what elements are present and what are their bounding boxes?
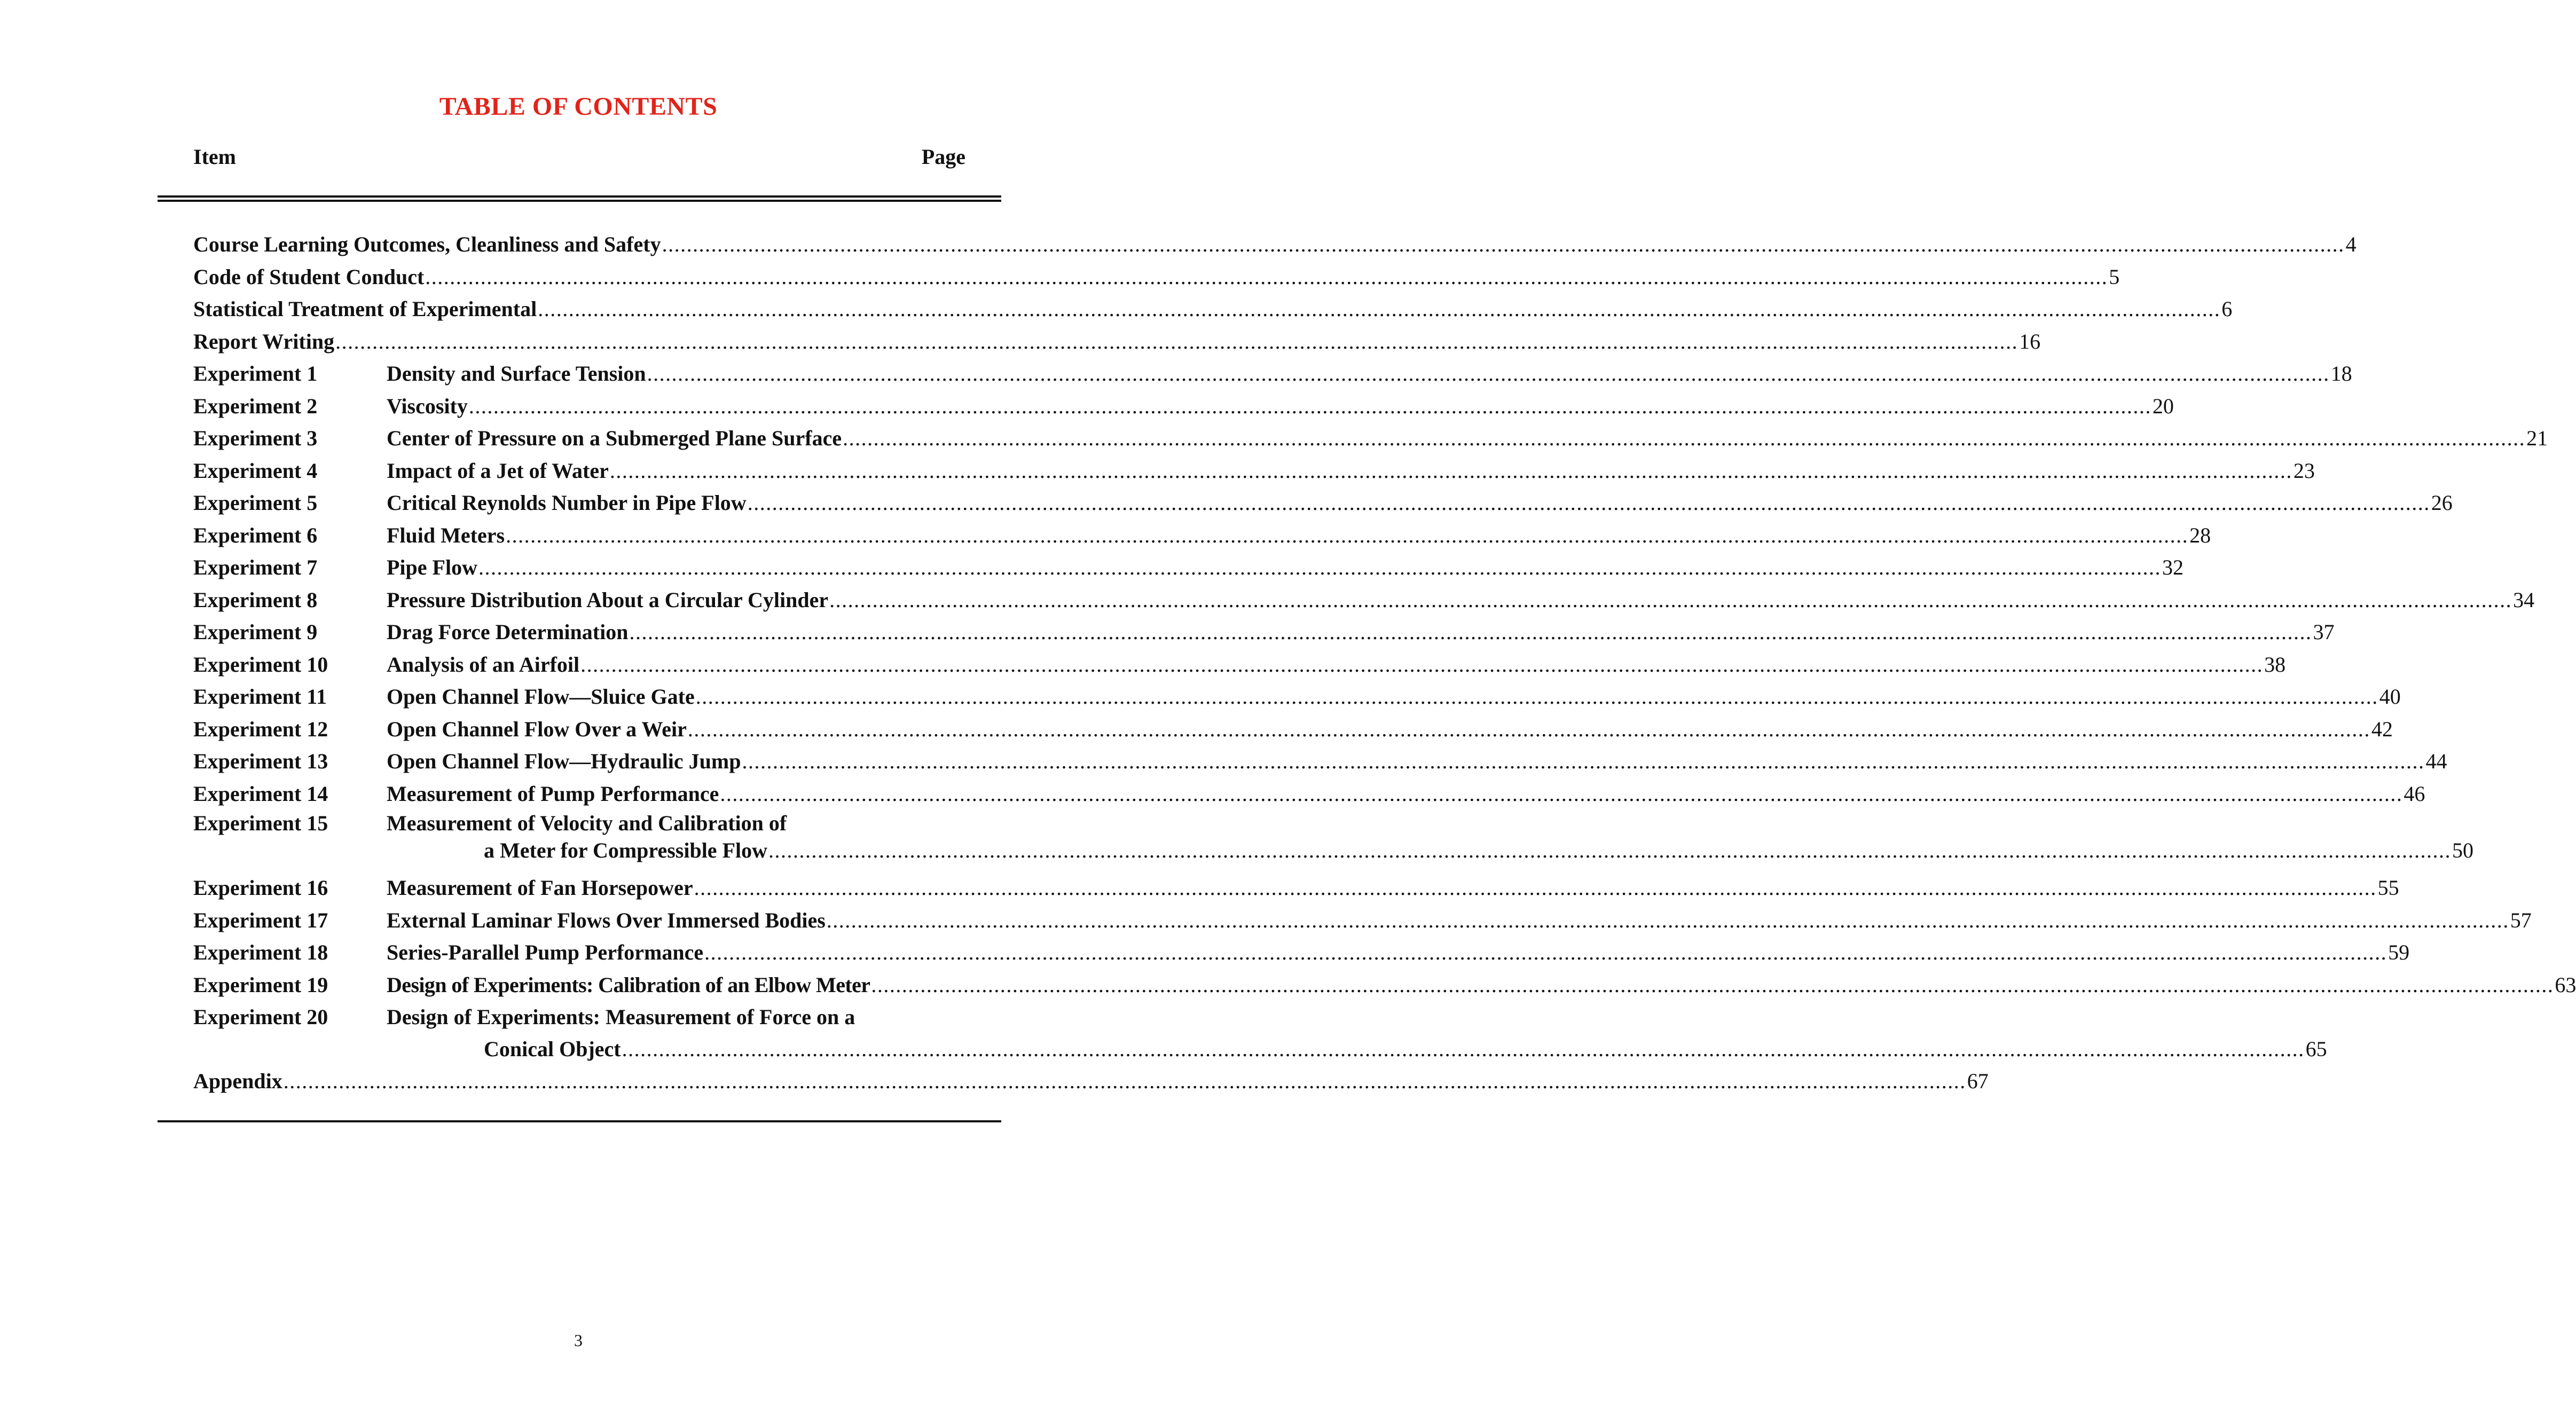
toc-experiment-entry[interactable] — [193, 969, 2576, 1002]
toc-experiment-entry[interactable] — [193, 778, 2425, 811]
experiment-label: Experiment 2 — [193, 394, 318, 418]
experiment-title: Measurement of Pump Performance — [387, 781, 719, 806]
dot-leader — [704, 937, 2387, 969]
toc-entry[interactable] — [193, 293, 2233, 326]
experiment-page: 26 — [2431, 491, 2453, 515]
experiment-label: Experiment 1 — [193, 361, 318, 386]
experiment-title: Open Channel Flow—Hydraulic Jump — [387, 749, 741, 773]
footer-rule — [158, 1120, 1001, 1122]
dot-leader — [829, 584, 2512, 616]
experiment-label: Experiment 20 — [193, 1005, 328, 1029]
header-double-rule — [158, 195, 1001, 202]
dot-leader — [871, 969, 2554, 1001]
experiment-page: 34 — [2513, 587, 2535, 612]
experiment-title: Fluid Meters — [387, 523, 505, 547]
experiment-title: Drag Force Determination — [387, 620, 629, 644]
experiment-page: 20 — [2152, 394, 2174, 418]
toc-experiment-entry[interactable] — [193, 810, 2473, 872]
experiment-page: 40 — [2379, 685, 2401, 709]
toc-experiment-entry[interactable] — [193, 681, 2401, 713]
toc-experiment-entry[interactable] — [193, 713, 2393, 746]
toc-experiment-entry[interactable] — [193, 649, 2286, 681]
experiment-title-line2-row — [387, 835, 2473, 867]
experiment-title: Impact of a Jet of Water — [387, 458, 609, 483]
page-title: TABLE OF CONTENTS — [439, 92, 718, 121]
experiment-title: Open Channel Flow—Sluice Gate — [387, 685, 695, 709]
dot-leader — [622, 1033, 2305, 1065]
dot-leader — [720, 778, 2402, 810]
toc-experiment-entry[interactable] — [193, 390, 2174, 423]
dot-leader — [506, 520, 2188, 552]
experiment-title: Analysis of an Airfoil — [387, 652, 580, 677]
experiment-title-block — [387, 810, 2473, 867]
toc-experiment-entry[interactable] — [193, 745, 2447, 778]
experiment-title: Density and Surface Tension — [387, 361, 646, 386]
toc-experiment-entry[interactable] — [193, 552, 2184, 584]
dot-leader — [827, 905, 2509, 937]
experiment-label: Experiment 12 — [193, 717, 328, 741]
experiment-page: 57 — [2510, 908, 2532, 932]
experiment-label: Experiment 5 — [193, 491, 318, 515]
toc-experiment-entry[interactable] — [193, 487, 2453, 520]
toc-entry-title: Course Learning Outcomes, Cleanliness and Safety — [193, 232, 661, 256]
experiment-label: Experiment 15 — [193, 811, 328, 835]
toc-experiment-entry[interactable] — [193, 455, 2315, 488]
experiment-page: 65 — [2305, 1037, 2327, 1061]
experiment-page: 46 — [2404, 781, 2425, 806]
experiment-title: Viscosity — [387, 394, 468, 418]
experiment-title-line2: a Meter for Compressible Flow — [484, 838, 767, 862]
experiment-title-line2-row — [387, 1033, 2327, 1065]
experiment-label: Experiment 9 — [193, 620, 318, 644]
dot-leader — [694, 872, 2377, 904]
dot-leader — [843, 422, 2525, 454]
experiment-label: Experiment 3 — [193, 426, 318, 450]
toc-experiment-entry[interactable] — [193, 422, 2548, 455]
experiment-page: 18 — [2330, 361, 2352, 386]
experiment-label: Experiment 17 — [193, 908, 328, 932]
page-column-header: Page — [921, 145, 965, 169]
experiment-page: 32 — [2162, 555, 2184, 579]
toc-entry-appendix[interactable] — [193, 1065, 1989, 1098]
experiment-title: Measurement of Fan Horsepower — [387, 876, 693, 900]
experiment-label: Experiment 7 — [193, 555, 318, 579]
toc-entry[interactable] — [193, 229, 2357, 261]
experiment-title-line2: Conical Object — [484, 1037, 621, 1061]
dot-leader — [629, 616, 2312, 648]
experiment-title: Center of Pressure on a Submerged Plane Surface — [387, 426, 842, 450]
experiment-page: 55 — [2377, 876, 2399, 900]
toc-entry-page: 16 — [2019, 329, 2041, 353]
experiment-label: Experiment 18 — [193, 940, 328, 964]
toc-entry-page: 5 — [2109, 264, 2120, 289]
experiment-page: 50 — [2452, 838, 2473, 862]
dot-leader — [748, 487, 2430, 519]
toc-experiment-entry[interactable] — [193, 1001, 2327, 1065]
dot-leader — [469, 390, 2151, 422]
item-column-header: Item — [193, 145, 236, 169]
toc-experiment-entry[interactable] — [193, 584, 2535, 617]
dot-leader — [742, 745, 2424, 777]
experiment-page: 23 — [2293, 458, 2315, 483]
experiment-title: Series-Parallel Pump Performance — [387, 940, 704, 964]
experiment-label: Experiment 8 — [193, 587, 318, 612]
dot-leader — [610, 455, 2292, 487]
experiment-page: 21 — [2526, 426, 2548, 450]
appendix-page: 67 — [1967, 1069, 1989, 1093]
dot-leader — [580, 649, 2263, 681]
experiment-title: External Laminar Flows Over Immersed Bodies — [387, 908, 826, 932]
experiment-label: Experiment 13 — [193, 749, 328, 773]
experiment-title-line1: Design of Experiments: Measurement of Force on a — [387, 1005, 855, 1029]
toc-experiment-entry[interactable] — [193, 616, 2335, 649]
dot-leader — [768, 835, 2451, 867]
experiment-page: 42 — [2371, 717, 2393, 741]
table-of-contents — [193, 229, 2576, 1098]
experiment-title: Pressure Distribution About a Circular Cylinder — [387, 587, 829, 612]
toc-entry[interactable] — [193, 326, 2041, 358]
experiment-title: Pipe Flow — [387, 555, 477, 579]
toc-entry-title: Report Writing — [193, 329, 335, 353]
page-number: 3 — [574, 1331, 583, 1350]
experiment-label: Experiment 11 — [193, 685, 327, 709]
dot-leader — [284, 1065, 1966, 1097]
toc-experiment-entry[interactable] — [193, 520, 2211, 552]
experiment-page: 28 — [2189, 523, 2211, 547]
experiment-page: 63 — [2555, 972, 2576, 997]
dot-leader — [335, 326, 2018, 358]
experiment-label: Experiment 4 — [193, 458, 318, 483]
toc-experiment-entry[interactable] — [193, 937, 2410, 969]
toc-experiment-entry[interactable] — [193, 872, 2399, 905]
experiment-title: Open Channel Flow Over a Weir — [387, 717, 687, 741]
toc-entry-title: Code of Student Conduct — [193, 264, 425, 289]
experiment-label: Experiment 16 — [193, 876, 328, 900]
experiment-label: Experiment 14 — [193, 781, 328, 806]
toc-entry-page: 4 — [2345, 232, 2357, 256]
experiment-page: 37 — [2313, 620, 2335, 644]
experiment-label: Experiment 10 — [193, 652, 328, 677]
dot-leader — [688, 713, 2370, 745]
dot-leader — [425, 261, 2108, 293]
toc-experiment-entry[interactable] — [193, 905, 2532, 937]
experiment-page: 44 — [2425, 749, 2447, 773]
experiment-title: Critical Reynolds Number in Pipe Flow — [387, 491, 747, 515]
toc-entry-title: Statistical Treatment of Experimental — [193, 297, 537, 321]
experiment-page: 38 — [2264, 652, 2286, 677]
experiment-page: 59 — [2388, 940, 2410, 964]
toc-entry-page: 6 — [2221, 297, 2233, 321]
toc-experiment-entry[interactable] — [193, 358, 2352, 390]
experiment-label: Experiment 19 — [193, 972, 328, 997]
dot-leader — [696, 681, 2378, 713]
experiment-title: Design of Experiments: Calibration of an Elbow Meter — [387, 972, 870, 997]
appendix-title: Appendix — [193, 1069, 282, 1093]
experiment-title-block — [387, 1001, 2327, 1065]
dot-leader — [662, 229, 2345, 261]
dot-leader — [478, 552, 2161, 584]
toc-entry[interactable] — [193, 261, 2120, 294]
experiment-label: Experiment 6 — [193, 523, 318, 547]
experiment-title-line1: Measurement of Velocity and Calibration of — [387, 811, 787, 835]
dot-leader — [647, 358, 2330, 390]
dot-leader — [538, 293, 2220, 325]
